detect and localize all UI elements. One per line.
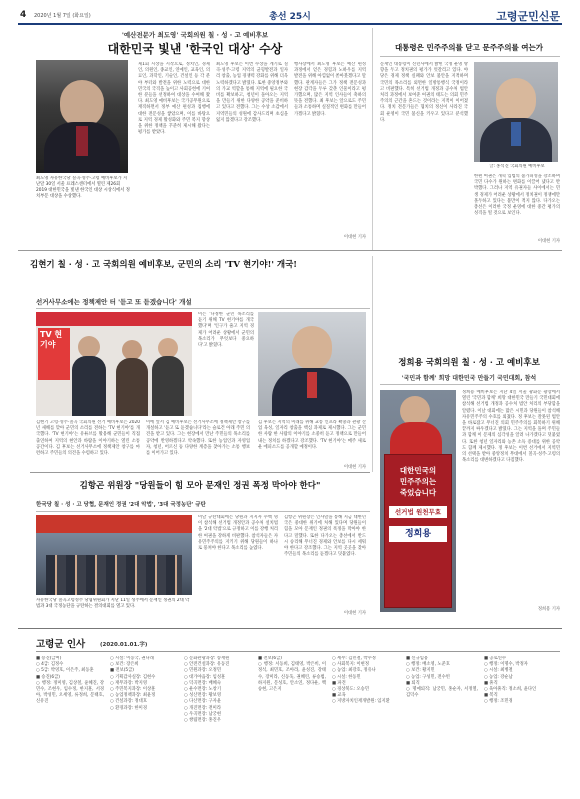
personnel-col7: ■ 공로연수 ○ 행정: 이명수, 박정자 ○ 시설: 최병철 ○ 농업: 강순남 ■ 휴직 ○ 육아휴직: 정소희, 윤다인 ■ 복직 ○ 행정: 조민경 <box>484 656 537 705</box>
banner-strip <box>36 312 192 326</box>
article3-subhead: 선거사무소에는 정책제안 터 '듣고 또 듣겠습니다' 개설 <box>36 298 192 306</box>
article4-rule <box>380 384 560 385</box>
article1-photo-caption: 최도영 자유한국당 칠곡·성주·고령 예비후보가 지난달 30일 서울 프레스센터에서 열린 제26회 2019 대한민국을 빛낸 한국인 대상 시상식에서 정치부문 대상을 수상했다. <box>36 176 130 199</box>
crowd-shape <box>46 555 182 595</box>
article4-protest-photo <box>380 390 456 612</box>
person-head-shape <box>78 336 100 358</box>
article3-photo <box>36 312 192 416</box>
article5-top-rule <box>30 472 370 473</box>
article3-caption-right: 이는 '다정한 군민 목소리를 듣기 위해 TV 현기야를 개국했다'며 '인구가 줄고 지역 경제가 어려운 상황에서 군민의 목소리가 무엇보다 중요하다'고 밝혔다. <box>198 312 254 349</box>
portrait-tie-shape <box>76 126 88 156</box>
personnel-rule <box>18 628 562 629</box>
article5-headline: 김항곤 위원장 "당원들이 힘 모아 문재인 정권 폭정 막아야 한다" <box>79 481 321 491</box>
person-head-shape <box>158 338 178 358</box>
person-body-shape <box>72 356 106 416</box>
article5-photo <box>36 515 192 595</box>
article5-byline: 이대현 기자 <box>343 611 366 616</box>
column-divider <box>372 256 373 472</box>
article4-text: 정희용 예비후보는 지난 4일 서울 광화문 광장에서 열린 '국민과 함께' 희망 대한민국 만들기 국민대회에 참석해 선거법 개정과 공수처 법안 처리의 부당함을 알렸다. 이날 대회에는 많은 시민과 당원들이 참석해 자유민주주의 수호를 외쳤다. 정 후보는 잘못된 법안을 바로잡고 무너진 의회 민주주의를 회복하기 위해 끝까지 싸우겠다고 밝혔다. 그는 지역을 돌며 주민들과 함께 이 문제의 심각성을 알려 나가겠다고 덧붙였다. 또한 청년 일자리와 농촌 소득 증대를 위한 공약도 함께 제시했다. 정 후보는 이번 선거에서 지역민의 선택을 받아 중앙정치 무대에서 칠곡·성주·고령의 목소리를 대변하겠다고 다짐했다. <box>462 390 560 464</box>
article3-headline: 김현기 칠 · 성 · 고 국회의원 예비후보, 군민의 소리 'TV 현기야!' 개국! <box>30 260 298 270</box>
person-head-shape <box>122 340 142 360</box>
article5-subhead: 한국당 칠 · 성 · 고 당협, 문재인 정권 '2대 악법', '3대 국정농단' 규탄 <box>36 502 206 508</box>
article5-col1: 이날 규탄대회에는 당원과 지지자 수백 명이 참석해 선거법 개정안과 공수처 설치법을 '2대 악법'으로 규정하고 이를 강행 처리한 여권을 강하게 비판했다. 참석자들은 자유민주주의를 지키기 위해 당원들이 하나로 뭉쳐야 한다고 목소리를 높였다. <box>198 515 278 552</box>
article1-headline: 대한민국 빛낸 '한국인 대상' 수상 <box>107 42 283 56</box>
article3-byline: 이대현 기자 <box>343 465 366 470</box>
protest-poster <box>384 454 452 608</box>
article1-photo <box>36 60 128 173</box>
portrait-tie-shape <box>307 372 317 398</box>
section-rule <box>18 250 562 251</box>
personnel-col6: ■ 신규임용 ○ 행정: 배소영, 노준호 ○ 보건: 황지민 ○ 농업: 구성민, 전수빈 ■ 퇴직 ○ 명예퇴직: 남궁민, 홍순자, 서정열, 김덕수 <box>406 656 478 699</box>
personnel-sub-rule <box>36 651 560 652</box>
poster-line-1: 대한민국의 <box>399 466 437 475</box>
article2-col2: 한편 여권은 개혁 입법의 불가피성을 강조하며 국민 다수가 원하는 변화를 이끌어 냈다고 반박했다. 그러나 지역 유권자들 사이에서는 민생 경제가 어려운 상황에서 정치권이 정쟁에만 몰두하고 있다는 불만이 적지 않다. 다가오는 총선은 이러한 국정 운영에 대한 중간 평가의 성격을 띨 것으로 보인다. <box>474 174 560 217</box>
personnel-col3: ○ 문화관광과장: 송재원 ○ 안전건설과장: 유동진 ○ 민원과장: 오정민 ○ 대가야읍장: 임성훈 ○ 덕곡면장: 배혜숙 ○ 운수면장: 노창기 ○ 성산면장: 황보영 ○ 다산면장: 구자윤 ○ 개진면장: 전미라 ○ 우곡면장: 남궁현 ○ 쌍림면장: 홍진우 <box>184 656 230 724</box>
person-body-shape <box>152 356 184 416</box>
article2-col1: 문재인 대통령이 신년사에서 밝힌 국정 운영 방향을 두고 정치권의 평가가 엇갈리고 있다. 야당은 경제 정책 실패와 안보 불안을 지적하며 국민의 목소리를 외면한 일방통행식 국정이라고 비판했다. 특히 선거법 개정과 공수처 법안 처리 과정에서 보여준 여권의 태도는 의회 민주주의의 근간을 흔드는 것이라는 지적이 이어졌다. 정치 전문가들은 협치의 정신이 사라진 국회 운영이 국민 불신을 키우고 있다고 분석했다. <box>380 62 468 123</box>
poster-line-2: 민주주의는 <box>399 477 437 486</box>
article1-kicker: '예산전문가 최도영' 국회의원 칠 · 성 · 고 예비후보 <box>121 31 269 39</box>
article5-caption: 자유한국당 칠곡고령성주 당협위원회가 지난 11일 성주에서 문재인 정권의 2대 악법과 3대 국정농단을 규탄하는 결의대회를 열고 있다. <box>36 598 190 609</box>
article1-col3: 행사장에서 최도영 후보는 예산 편성 과정에서 얻은 경험과 노하우를 지역 발전을 위해 아낌없이 쏟아붓겠다고 말했다. 관계자들은 그가 정책 전문성과 현장 감각을 두루 갖춘 인물이라고 평가했으며, 많은 지역 인사들이 축하의 뜻을 전했다. 최 후보는 앞으로도 주민들과 소통하며 실질적인 변화를 만들어 가겠다고 밝혔다. <box>294 62 366 117</box>
article3-rule <box>36 308 370 309</box>
portrait-face-shape <box>292 326 332 370</box>
person-body-shape <box>116 358 148 416</box>
article1-col2: 최도영 후보는 이번 수상을 계기로 칠곡·성주·고령 지역의 균형발전과 일자리 창출, 농업 경쟁력 강화를 위해 더욱 노력하겠다고 밝혔다. 또한 중앙정부와의 가교 역할을 통해 지역에 필요한 국비를 확보하고, 청년이 돌아오는 지역을 만들기 위한 다양한 공약을 준비하고 있다고 전했다. 그는 수상 소감에서 지역민들의 성원에 감사드리며 초심을 잃지 않겠다고 강조했다. <box>216 62 288 123</box>
personnel-col2: ○ 시설: 이동국, 권나래 ○ 보건: 장은희 ■ 전보(5급) ○ 기획감사실장: 김현수 ○ 재무과장: 박지영 ○ 주민복지과장: 이상훈 ○ 농업정책과장: 최윤정 ○ 건설과장: 정대호 ○ 환경과장: 한미경 <box>110 656 156 711</box>
poster-slogan: 선거법 원천무효 <box>389 506 447 518</box>
personnel-col5: ○ 세무: 김민철, 박수정 ○ 사회복지: 이현정 ○ 농업: 최강호, 정유나 ○ 시설: 한동민 ■ 파견 ○ 경상북도: 오승민 ■ 교육 ○ 지방자치인재개발원: 임지환 <box>332 656 390 705</box>
personnel-col4: ■ 전보(6급) ○ 행정: 서동희, 김태영, 박은비, 이정석, 최민호, 조아라, 윤성진, 강태수, 장미라, 신동욱, 권혜린, 류승범, 하지원, 문성호, 안소연, 정다운, 백승현, 고은지 <box>258 656 326 693</box>
column-divider <box>372 28 373 250</box>
article2-photo-caption: 글: 홍석진 국회의원 예비후보 <box>489 164 545 169</box>
stage-banner <box>36 515 192 533</box>
header-rule <box>18 23 562 25</box>
article2-photo <box>474 62 558 162</box>
poster-name: 정희용 <box>389 526 447 542</box>
portrait-face-shape <box>60 80 104 128</box>
article2-byline: 이대현 기자 <box>537 239 560 244</box>
paper-name: 고령군민신문 <box>496 10 560 23</box>
article3-col2: 이에 앞서 김 예비후보는 선거사무소에 정책제안 창구를 개설하고 '듣고 또 듣겠습니다'라는 슬로건 아래 주민 의견을 받고 있다. 그는 현장에서 만난 주민들의 목소리를 공약에 반영하겠다고 약속했다. 또한 농업인과 자영업자, 청년, 어르신 등 다양한 계층을 찾아가는 소통 행보를 이어가고 있다. <box>146 420 250 457</box>
personnel-title: 고령군 인사 <box>36 639 86 650</box>
portrait-face-shape <box>496 78 536 122</box>
poster-line-3: 죽었습니다 <box>399 488 437 497</box>
issue-date: 2020년 1월 7일 (화요일) <box>34 13 91 19</box>
personnel-date: (2020.01.01.字) <box>100 642 148 648</box>
article3-col1: 김현기 고령·성주·칠곡 국회의원 선거 예비후보는 2020년 새해를 맞아 군민의 소리를 전하는 'TV 현기야'를 개국했다. 'TV 현기야'는 유튜브를 활용해 군민들이 직접 출연하여 지역의 현안과 바람을 이야기하는 열린 소통 공간이다. 김 후보는 선거사무소에 정책제안 창구를 마련하고 주민들의 의견을 수렴하고 있다. <box>36 420 140 457</box>
article2-headline: 대통령은 민주주의를 닫고 문주주의를 여는가 <box>394 43 544 52</box>
article2-rule <box>380 56 560 57</box>
article5-rule <box>36 511 370 512</box>
article5-col2: 김항곤 위원장은 인사말을 통해 지금 대한민국은 중대한 위기에 처해 있다며 당원들이 힘을 모아 문재인 정권의 폭정을 막아야 한다고 말했다. 또한 다가오는 총선에서 반드시 승리해 무너진 경제와 안보를 다시 세워야 한다고 강조했다. 그는 지역 곳곳을 찾아 주민들의 목소리를 듣겠다고 덧붙였다. <box>284 515 366 558</box>
personnel-col1: ■ 승진(급여) ○ 4급: 김정수 ○ 5급: 박영호, 이은주, 최동훈 ■ 승진(6급) ○ 행정: 정미영, 김상철, 윤혜진, 강민수, 조현우, 임수정, 한지훈, 서경아, 박성민, 오세영, 류정희, 문태호, 신유진 <box>36 656 104 705</box>
article4-subhead: '국민과 함께' 희망 대한민국 만들기 국민대회, 참석 <box>401 375 537 382</box>
article4-headline: 정희용 국회의원 칠 · 성 · 고 예비후보 <box>398 358 540 368</box>
tv-banner: TV 현기야 <box>38 328 70 380</box>
section-title: 총선 25시 <box>269 12 311 22</box>
article1-byline: 이대현 기자 <box>343 235 366 240</box>
article3-portrait <box>258 312 366 416</box>
page-number: 4 <box>20 10 27 20</box>
article3-col3: 김 후보는 지역의 미래를 위해 교통 인프라 확충과 관광 산업 육성, 일자리 창출을 핵심 과제로 제시했다. 그는 군민 한 사람 한 사람의 이야기를 소중히 듣고 정책으로 만들어 내는 정치를 하겠다고 강조했다. 'TV 현기야'는 매주 새로운 에피소드를 공개할 예정이다. <box>258 420 366 450</box>
article1-col1: 제1회 시상을 시작으로, 정치인, 경제인, 의원인, 종교인, 연예인, 교육인, 의료인, 과학인, 기술인, 건설인 등 각 분야 부터와 발전을 위한 노력으로 대한민국의 국격을 높이고 사회공헌에 기여한 분들을 선정하여 대상을 수여해 왔다. 최도영 예비후보는 국가공무원으로 재직하면서 정부 예산 편성과 집행에 대한 전문성을 쌓았으며, 이를 바탕으로 지역 경제 활성화와 주민 복지 향상을 위한 정책을 꾸준히 제시해 왔다는 평가를 받았다. <box>138 62 210 136</box>
portrait-tie-shape <box>511 122 521 146</box>
article4-byline: 정희용 기자 <box>537 607 560 612</box>
